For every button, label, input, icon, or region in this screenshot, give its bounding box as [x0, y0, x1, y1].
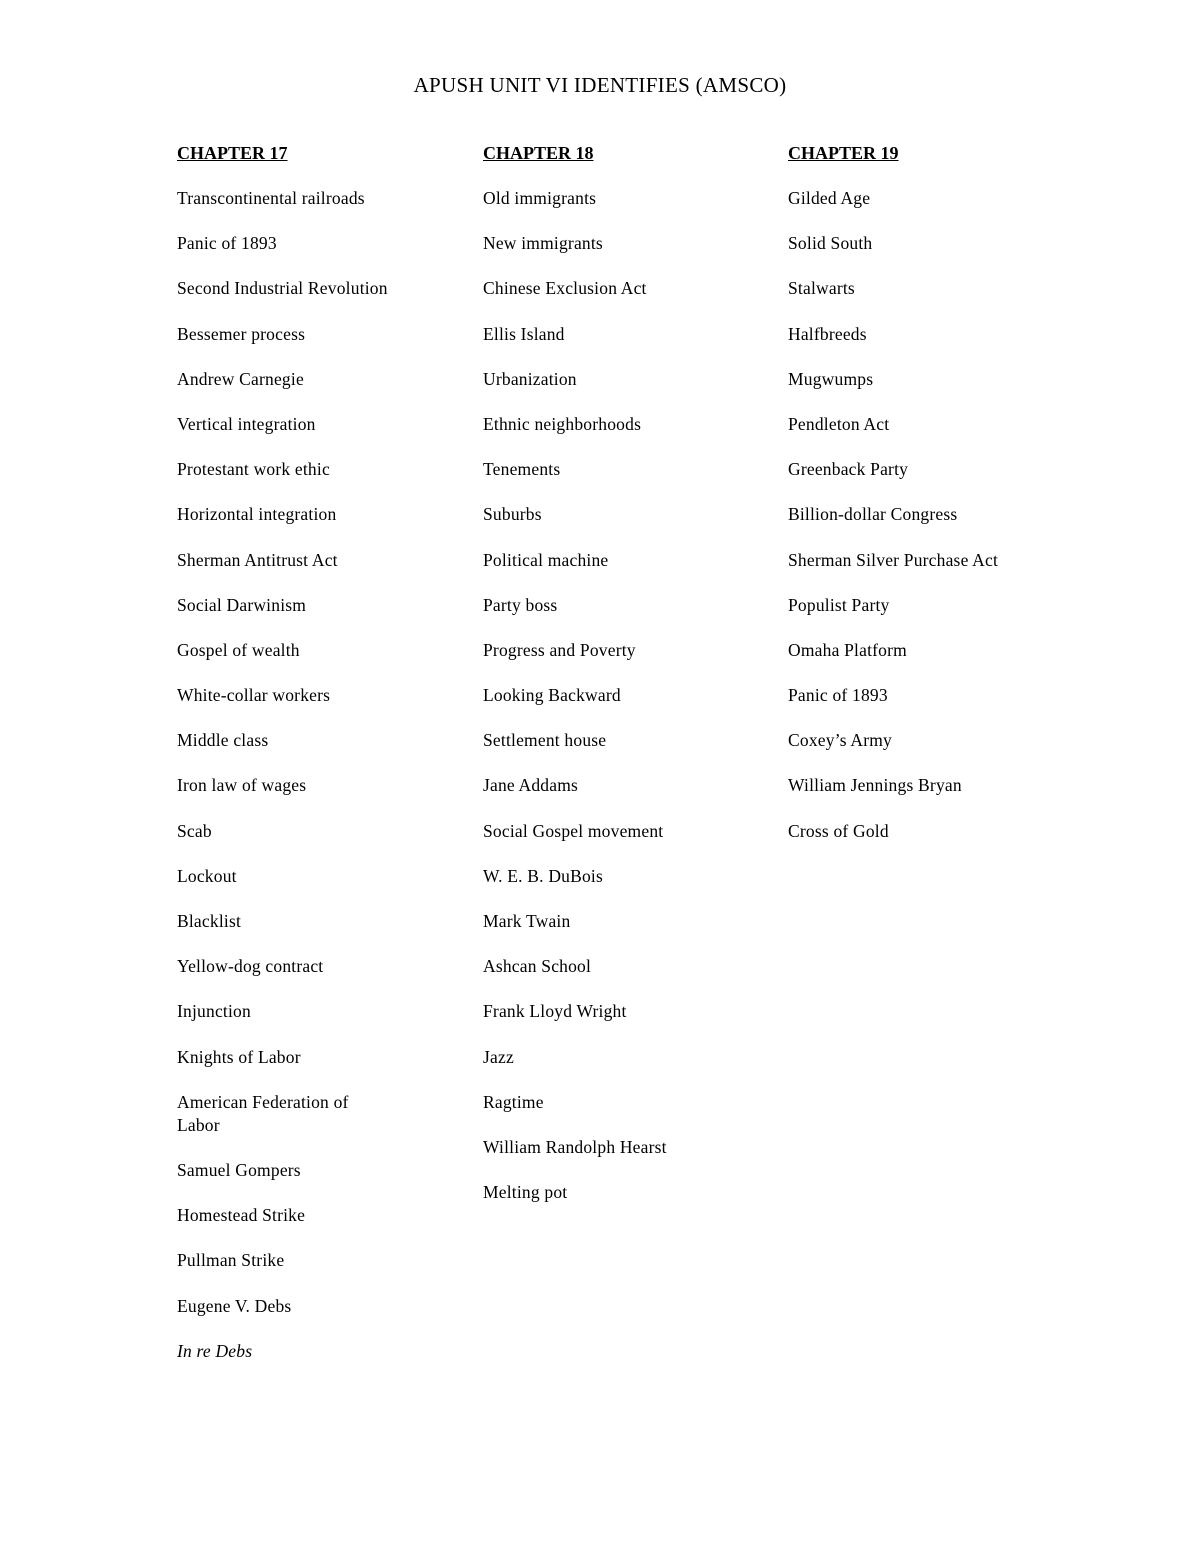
term-item: Political machine — [483, 549, 609, 570]
chapter-18-heading: CHAPTER 18 — [483, 143, 594, 163]
term-item: Horizontal integration — [177, 504, 337, 525]
term-item: Urbanization — [483, 368, 577, 389]
term-item: Iron law of wages — [177, 775, 307, 796]
term-item: Gospel of wealth — [177, 639, 300, 660]
term-item: Scab — [177, 820, 212, 841]
term-item: Eugene V. Debs — [177, 1295, 292, 1316]
term-item: Injunction — [177, 1001, 251, 1022]
term-item: Mugwumps — [788, 368, 874, 389]
term-item: Ragtime — [483, 1091, 544, 1112]
term-item: Sherman Silver Purchase Act — [788, 549, 999, 570]
term-item: Populist Party — [788, 594, 890, 615]
chapter-19-term-list — [788, 187, 1068, 843]
term-item: Progress and Poverty — [483, 639, 636, 660]
chapter-18-column — [483, 142, 763, 1226]
chapter-17-column — [177, 142, 457, 1385]
term-item: Settlement house — [483, 730, 607, 751]
page-title: APUSH UNIT VI IDENTIFIES (AMSCO) — [413, 73, 787, 97]
term-item: Frank Lloyd Wright — [483, 1001, 627, 1022]
term-item: Protestant work ethic — [177, 459, 330, 480]
term-item: Mark Twain — [483, 911, 571, 931]
chapter-19-column — [788, 142, 1068, 865]
term-item: Sherman Antitrust Act — [177, 549, 338, 570]
term-item: Bessemer process — [177, 323, 306, 344]
term-item: Gilded Age — [788, 188, 871, 208]
term-item: Greenback Party — [788, 459, 909, 480]
term-item: Panic of 1893 — [177, 233, 277, 254]
term-item: Ashcan School — [483, 956, 592, 977]
term-item: Knights of Labor — [177, 1046, 301, 1067]
term-item: Blacklist — [177, 911, 242, 931]
term-item: Suburbs — [483, 504, 542, 525]
term-item: In re Debs — [177, 1340, 253, 1361]
term-item: William Jennings Bryan — [788, 775, 962, 796]
term-item: Social Darwinism — [177, 594, 307, 615]
term-item: Social Gospel movement — [483, 820, 664, 841]
term-item: Homestead Strike — [177, 1205, 306, 1226]
term-item: Middle class — [177, 730, 269, 751]
term-item: Party boss — [483, 594, 558, 615]
term-item: Andrew Carnegie — [177, 368, 304, 389]
term-item: W. E. B. DuBois — [483, 865, 604, 886]
term-item: Coxey’s Army — [788, 730, 892, 751]
term-item: Halfbreeds — [788, 323, 867, 344]
chapter-17-heading: CHAPTER 17 — [177, 143, 288, 163]
term-item: Vertical integration — [177, 413, 316, 434]
chapter-17-term-list — [177, 187, 457, 1363]
term-item: Lockout — [177, 865, 237, 886]
term-item: American Federation of Labor — [177, 1091, 349, 1135]
term-item: Omaha Platform — [788, 639, 907, 660]
term-item: Second Industrial Revolution — [177, 278, 388, 299]
term-item: Tenements — [483, 459, 561, 480]
term-item: Ellis Island — [483, 323, 565, 344]
term-item: Jazz — [483, 1046, 514, 1067]
term-item: Billion-dollar Congress — [788, 504, 958, 525]
term-item: Stalwarts — [788, 278, 855, 299]
term-item: Yellow-dog contract — [177, 956, 324, 977]
term-item: Transcontinental railroads — [177, 188, 365, 208]
chapter-18-term-list — [483, 187, 763, 1204]
term-item: Chinese Exclusion Act — [483, 278, 647, 299]
term-item: Pullman Strike — [177, 1250, 285, 1271]
term-item: Looking Backward — [483, 685, 621, 706]
term-item: New immigrants — [483, 233, 603, 254]
term-item: Solid South — [788, 233, 873, 254]
term-item: Panic of 1893 — [788, 685, 888, 706]
term-item: White-collar workers — [177, 685, 331, 706]
term-item: Melting pot — [483, 1182, 568, 1203]
term-item: Ethnic neighborhoods — [483, 413, 642, 434]
term-item: Cross of Gold — [788, 820, 889, 841]
term-item: Jane Addams — [483, 775, 579, 796]
term-item: Pendleton Act — [788, 413, 890, 434]
term-item: Old immigrants — [483, 188, 597, 208]
chapter-19-heading: CHAPTER 19 — [788, 143, 899, 163]
term-item: Samuel Gompers — [177, 1159, 301, 1180]
term-item: William Randolph Hearst — [483, 1136, 667, 1157]
